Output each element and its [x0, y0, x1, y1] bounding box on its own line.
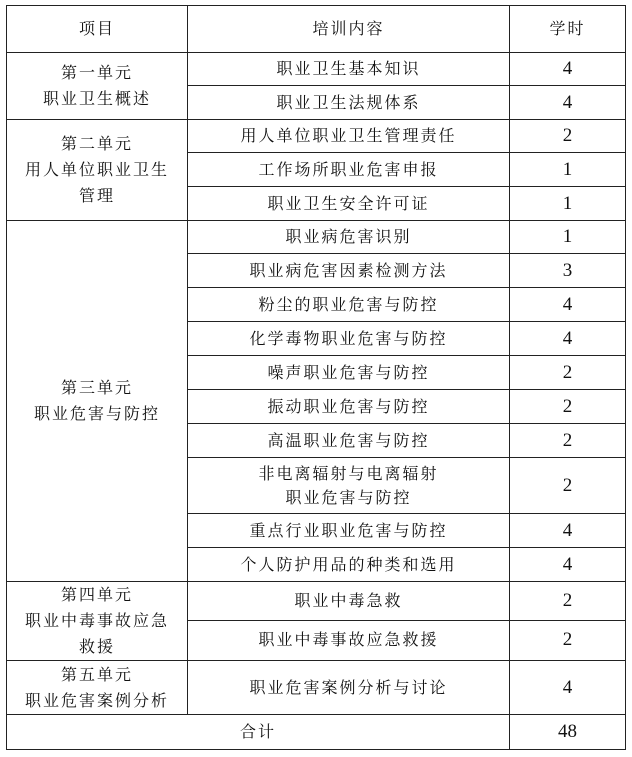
content-line: 非电离辐射与电离辐射	[258, 463, 439, 483]
hours-cell: 1	[510, 221, 626, 254]
unit-name-line: 职业危害与防控	[33, 404, 160, 423]
content-cell	[188, 661, 510, 715]
content-cell	[188, 458, 510, 514]
hours-cell: 4	[510, 53, 626, 86]
hours-cell: 1	[510, 187, 626, 221]
content-cell	[188, 120, 510, 153]
unit-name-line: 管理	[78, 186, 115, 205]
unit-name-cell	[7, 53, 188, 120]
content-cell	[188, 390, 510, 424]
content-cell	[188, 254, 510, 288]
content-line: 职业病危害因素检测方法	[249, 260, 448, 280]
unit-name-cell	[7, 120, 188, 221]
unit-name-line: 第五单元	[60, 664, 133, 684]
unit-name-cell	[7, 221, 188, 582]
content-cell	[188, 356, 510, 390]
table-header	[7, 6, 626, 53]
header-content: 培训内容	[188, 6, 510, 53]
content-cell	[188, 288, 510, 322]
content-line: 粉尘的职业危害与防控	[258, 294, 439, 314]
header-project: 项目	[7, 6, 188, 53]
content-line: 噪声职业危害与防控	[267, 362, 430, 382]
content-cell	[188, 620, 510, 660]
unit-name-line: 用人单位职业卫生	[24, 160, 169, 179]
content-cell	[188, 187, 510, 221]
content-line: 高温职业危害与防控	[267, 430, 430, 450]
content-line: 职业中毒事故应急救援	[258, 630, 439, 650]
hours-cell: 4	[510, 514, 626, 548]
total-row	[7, 715, 626, 750]
table-row	[7, 582, 626, 621]
unit-name-cell	[7, 582, 188, 661]
content-cell	[188, 514, 510, 548]
content-cell	[188, 221, 510, 254]
unit-name-line: 职业危害案例分析	[24, 690, 169, 710]
content-cell	[188, 548, 510, 582]
table-row	[7, 221, 626, 254]
training-schedule-table	[6, 5, 626, 750]
header-hours: 学时	[510, 6, 626, 53]
hours-cell: 3	[510, 254, 626, 288]
content-line: 用人单位职业卫生管理责任	[240, 126, 457, 145]
hours-cell: 4	[510, 661, 626, 715]
total-label: 合计	[7, 715, 510, 750]
hours-cell: 4	[510, 322, 626, 356]
unit-name-line: 职业中毒事故应急	[24, 611, 169, 630]
hours-cell: 4	[510, 86, 626, 120]
hours-cell: 2	[510, 620, 626, 660]
content-line: 职业病危害识别	[285, 227, 412, 246]
unit-name-line: 第二单元	[60, 134, 133, 153]
header-row	[7, 6, 626, 53]
hours-cell: 4	[510, 548, 626, 582]
table-body	[7, 53, 626, 750]
unit-name-line: 职业卫生概述	[42, 89, 151, 108]
content-line: 个人防护用品的种类和选用	[240, 554, 457, 574]
content-line: 职业危害案例分析与讨论	[249, 677, 448, 697]
content-cell	[188, 153, 510, 187]
unit-name-line: 第三单元	[60, 378, 133, 397]
unit-name-line: 救援	[78, 637, 115, 656]
content-line: 重点行业职业危害与防控	[249, 520, 448, 540]
content-line: 化学毒物职业危害与防控	[249, 328, 448, 348]
table-row	[7, 661, 626, 715]
hours-cell: 4	[510, 288, 626, 322]
content-line: 职业危害与防控	[285, 487, 412, 507]
table-row	[7, 53, 626, 86]
hours-cell: 2	[510, 120, 626, 153]
unit-name-line: 第一单元	[60, 63, 133, 82]
table-row	[7, 120, 626, 153]
unit-name-line: 第四单元	[60, 585, 133, 604]
hours-cell: 1	[510, 153, 626, 187]
content-line: 职业卫生基本知识	[276, 59, 421, 78]
content-cell	[188, 322, 510, 356]
total-hours: 48	[510, 715, 626, 750]
content-line: 职业中毒急救	[294, 590, 403, 610]
content-line: 工作场所职业危害申报	[258, 159, 439, 179]
content-cell	[188, 424, 510, 458]
content-cell	[188, 582, 510, 621]
hours-cell: 2	[510, 390, 626, 424]
content-line: 职业卫生安全许可证	[267, 193, 430, 213]
hours-cell: 2	[510, 356, 626, 390]
content-line: 振动职业危害与防控	[267, 396, 430, 416]
hours-cell: 2	[510, 582, 626, 621]
hours-cell: 2	[510, 458, 626, 514]
content-cell	[188, 86, 510, 120]
content-cell	[188, 53, 510, 86]
unit-name-cell	[7, 661, 188, 715]
hours-cell: 2	[510, 424, 626, 458]
content-line: 职业卫生法规体系	[276, 92, 421, 112]
